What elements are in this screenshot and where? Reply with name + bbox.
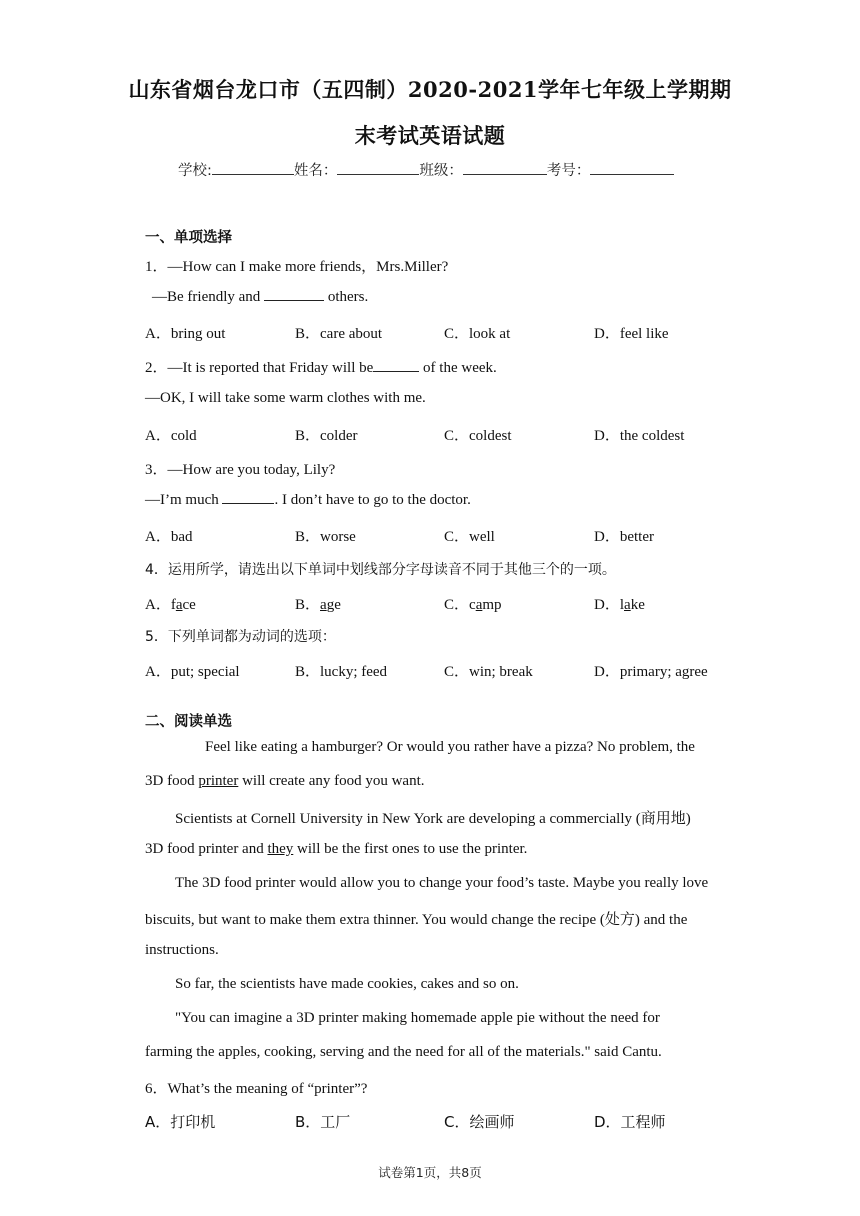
- underlined-word-printer: printer: [198, 773, 239, 789]
- q6-option-a[interactable]: A．打印机: [145, 1113, 216, 1131]
- school-field[interactable]: [212, 160, 294, 175]
- q4-option-b-suffix: ge: [326, 597, 341, 613]
- q4-option-c-prefix: c: [469, 597, 476, 613]
- class-label: 班级：: [419, 163, 463, 179]
- document-title-line2: 末考试英语试题: [354, 123, 506, 148]
- q3-response-text-before: —I’m much: [145, 492, 219, 508]
- q4-option-b-label: B．: [295, 597, 321, 613]
- question-1-stem: 1．—How can I make more friends，Mrs.Miller?: [145, 259, 449, 275]
- q4-option-a-suffix: ce: [182, 597, 196, 613]
- q3-option-a[interactable]: A．bad: [145, 529, 193, 545]
- question-2-stem: [145, 356, 497, 377]
- q3-option-b[interactable]: B．worse: [295, 529, 356, 545]
- passage-paragraph-1-line-2: [145, 773, 425, 790]
- q4-option-c[interactable]: [444, 593, 502, 614]
- q2-option-b[interactable]: B．colder: [295, 428, 358, 444]
- q4-option-a-prefix: f: [170, 597, 176, 613]
- class-field[interactable]: [463, 160, 547, 175]
- q2-option-c[interactable]: C．coldest: [444, 428, 512, 444]
- q5-option-c[interactable]: C．win; break: [444, 664, 533, 680]
- q1-answer-blank: [264, 288, 324, 301]
- question-1-response: [152, 288, 368, 306]
- section-heading-reading-choice: 二、阅读单选: [145, 714, 232, 730]
- exam-number-label: 考号：: [546, 163, 591, 179]
- passage-paragraph-3-line-2: biscuits, but want to make them extra thinner. You would change the recipe (处方) and the: [145, 912, 688, 928]
- q4-option-d-suffix: ke: [630, 597, 645, 613]
- q4-option-c-suffix: mp: [482, 597, 502, 613]
- q1-option-a[interactable]: A．bring out: [145, 326, 226, 342]
- q3-response-text-after: . I don’t have to go to the doctor.: [274, 492, 471, 508]
- document-title-line1: 山东省烟台龙口市（五四制）2020-2021学年七年级上学期期: [128, 77, 732, 102]
- passage-paragraph-2-line-2: [145, 841, 527, 858]
- q4-option-d[interactable]: [594, 593, 645, 614]
- q6-option-b[interactable]: B．工厂: [295, 1113, 351, 1131]
- p1-text-after: will create any food you want.: [238, 773, 425, 789]
- q4-option-d-label: D．: [594, 597, 620, 613]
- passage-paragraph-5-line-1: "You can imagine a 3D printer making homemade apple pie without the need for: [175, 1010, 660, 1026]
- q1-option-b[interactable]: B．care about: [295, 326, 383, 342]
- passage-paragraph-3-line-3: instructions.: [145, 942, 219, 958]
- q2-option-a[interactable]: A．cold: [145, 428, 197, 444]
- section-heading-single-choice: 一、单项选择: [145, 230, 232, 246]
- q4-option-a[interactable]: [145, 593, 196, 614]
- q6-option-c[interactable]: C．绘画师: [444, 1113, 515, 1131]
- question-3-stem: 3．—How are you today, Lily?: [145, 462, 336, 478]
- q5-option-a[interactable]: A．put; special: [145, 664, 240, 680]
- passage-paragraph-5-line-2: farming the apples, cooking, serving and the need for all of the materials." said Cantu.: [145, 1044, 662, 1060]
- q2-stem-text-before: 2．—It is reported that Friday will be: [145, 360, 374, 376]
- passage-paragraph-3-line-1: The 3D food printer would allow you to change your food’s taste. Maybe you really love: [175, 875, 709, 891]
- passage-paragraph-4-line-1: So far, the scientists have made cookies, cakes and so on.: [175, 976, 519, 992]
- question-2-response: —OK, I will take some warm clothes with me.: [145, 390, 426, 406]
- name-label: 姓名：: [293, 163, 338, 179]
- q5-option-b[interactable]: B．lucky; feed: [295, 664, 388, 680]
- question-6-stem: 6．What’s the meaning of “printer”?: [145, 1081, 368, 1097]
- q1-response-text-before: —Be friendly and: [152, 289, 261, 305]
- q3-option-d[interactable]: D．better: [594, 529, 654, 545]
- q4-option-a-underlined-letter: a: [175, 597, 183, 613]
- p2-text-before: 3D food printer and: [145, 841, 268, 857]
- p2-text-after: will be the first ones to use the printer.: [293, 841, 528, 857]
- page-footer: 试卷第1页，共8页: [378, 1165, 482, 1180]
- underlined-word-they: they: [267, 841, 294, 857]
- p1-text-before: 3D food: [145, 773, 199, 789]
- q4-option-d-underlined-letter: a: [624, 597, 631, 613]
- q1-option-d[interactable]: D．feel like: [594, 326, 669, 342]
- q2-answer-blank: [373, 359, 419, 372]
- passage-paragraph-2-line-1: Scientists at Cornell University in New York are developing a commercially (商用地): [175, 811, 691, 827]
- question-3-response: [145, 491, 471, 509]
- q4-option-c-underlined-letter: a: [475, 597, 483, 613]
- q1-response-text-after: others.: [327, 289, 369, 305]
- student-info-line: [178, 159, 674, 180]
- q2-option-d[interactable]: D．the coldest: [594, 428, 685, 444]
- q4-option-d-prefix: l: [619, 597, 625, 613]
- passage-paragraph-1-line-1: Feel like eating a hamburger? Or would you rather have a pizza? No problem, the: [205, 739, 695, 755]
- q6-option-d[interactable]: D．工程师: [594, 1113, 666, 1131]
- school-label: 学校:: [178, 163, 212, 179]
- q4-option-a-label: A．: [145, 597, 171, 613]
- q4-option-b[interactable]: [295, 593, 341, 614]
- q5-option-d[interactable]: D．primary; agree: [594, 664, 708, 680]
- q3-option-c[interactable]: C．well: [444, 529, 495, 545]
- q4-option-c-label: C．: [444, 597, 470, 613]
- q4-option-b-underlined-letter: a: [320, 597, 327, 613]
- question-4-stem: 4．运用所学，请选出以下单词中划线部分字母读音不同于其他三个的一项。: [145, 562, 616, 578]
- q2-stem-text-after: of the week.: [423, 360, 497, 376]
- question-5-stem: 5．下列单词都为动词的选项：: [145, 629, 336, 645]
- q3-answer-blank: [222, 491, 274, 504]
- name-field[interactable]: [337, 160, 419, 175]
- q1-option-c[interactable]: C．look at: [444, 326, 511, 342]
- exam-number-field[interactable]: [590, 160, 674, 175]
